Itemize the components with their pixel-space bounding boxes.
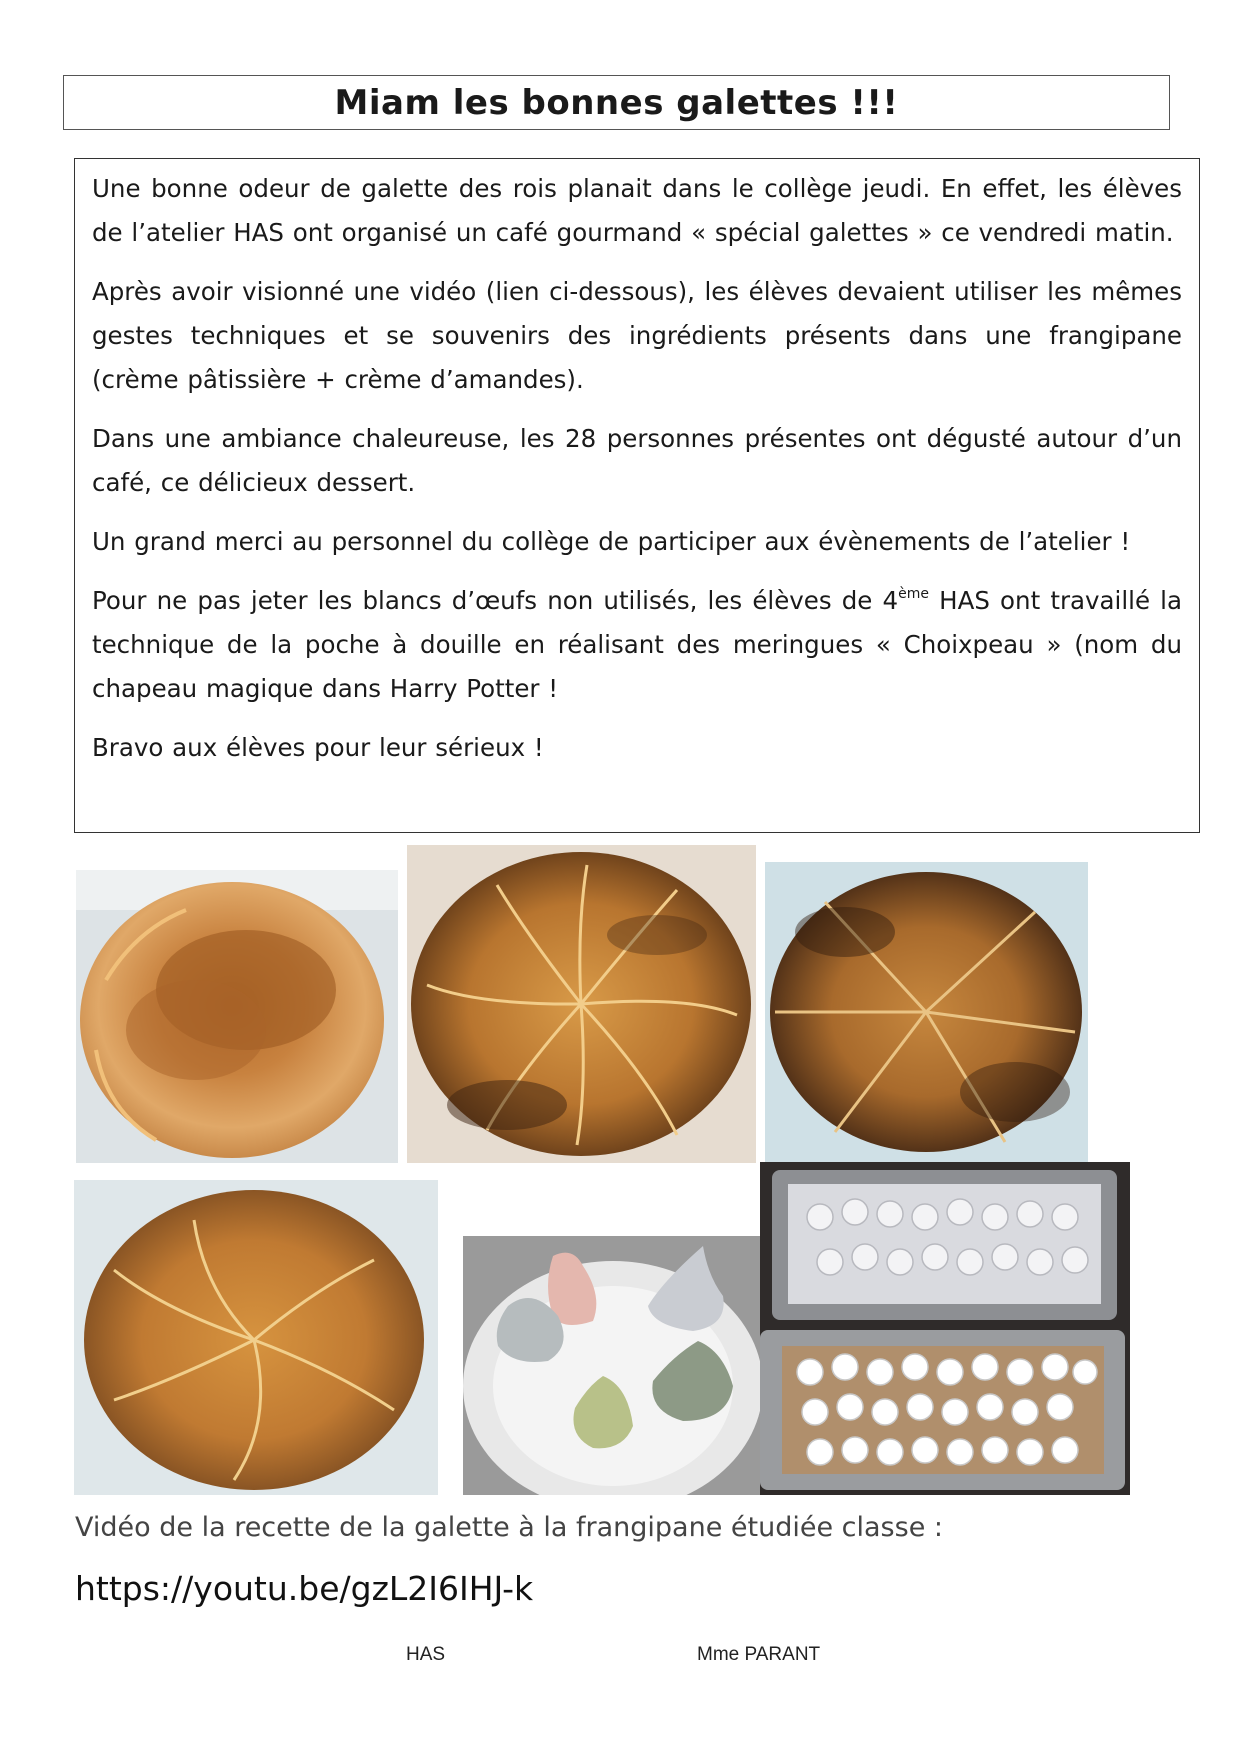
meringues-plate-photo [463,1236,763,1495]
footer-left: HAS [406,1644,446,1665]
galette-photo-2 [407,845,756,1163]
paragraph-4: Un grand merci au personnel du collège de participer aux évènements de l’atelier ! [92,527,1131,556]
video-link[interactable]: https://youtu.be/gzL2I6IHJ-k [75,1569,534,1608]
paragraph-5-start: Pour ne pas jeter les blancs d’œufs non utilisés, les élèves de 4 [92,586,899,615]
title-box [63,75,1170,130]
paragraph-5-end: HAS ont travaillé la technique de la poche à douille en réalisant des meringues « Choixpeau » (nom du chapeau magique dans Harry Potter ! [92,586,1183,703]
galette-photo-1 [76,870,398,1163]
paragraph-1: Une bonne odeur de galette des rois planait dans le collège jeudi. En effet, les élèves de l’atelier HAS ont organisé un café gourmand « spécial galettes » ce vendredi matin. [92,174,1182,247]
page-title: Miam les bonnes galettes !!! [334,82,899,123]
paragraph-5-superscript: ème [898,586,930,602]
paragraph-2: Après avoir visionné une vidéo (lien ci-dessous), les élèves devaient utiliser les mêmes gestes techniques et se souvenirs des ingrédients présents dans une frangipane (crème pâtissière + crème d’amandes). [92,277,1182,394]
paragraph-5 [92,579,1182,711]
video-caption: Vidéo de la recette de la galette à la frangipane étudiée classe : [75,1512,943,1543]
meringues-trays-photo [760,1162,1130,1495]
paragraph-3: Dans une ambiance chaleureuse, les 28 personnes présentes ont dégusté autour d’un café, ce délicieux dessert. [92,424,1182,497]
galette-photo-3 [765,862,1088,1163]
footer-right: Mme PARANT [697,1644,821,1665]
galette-photo-4 [74,1180,438,1495]
article-text-box [74,158,1200,833]
paragraph-closing: Bravo aux élèves pour leur sérieux ! [92,733,544,762]
